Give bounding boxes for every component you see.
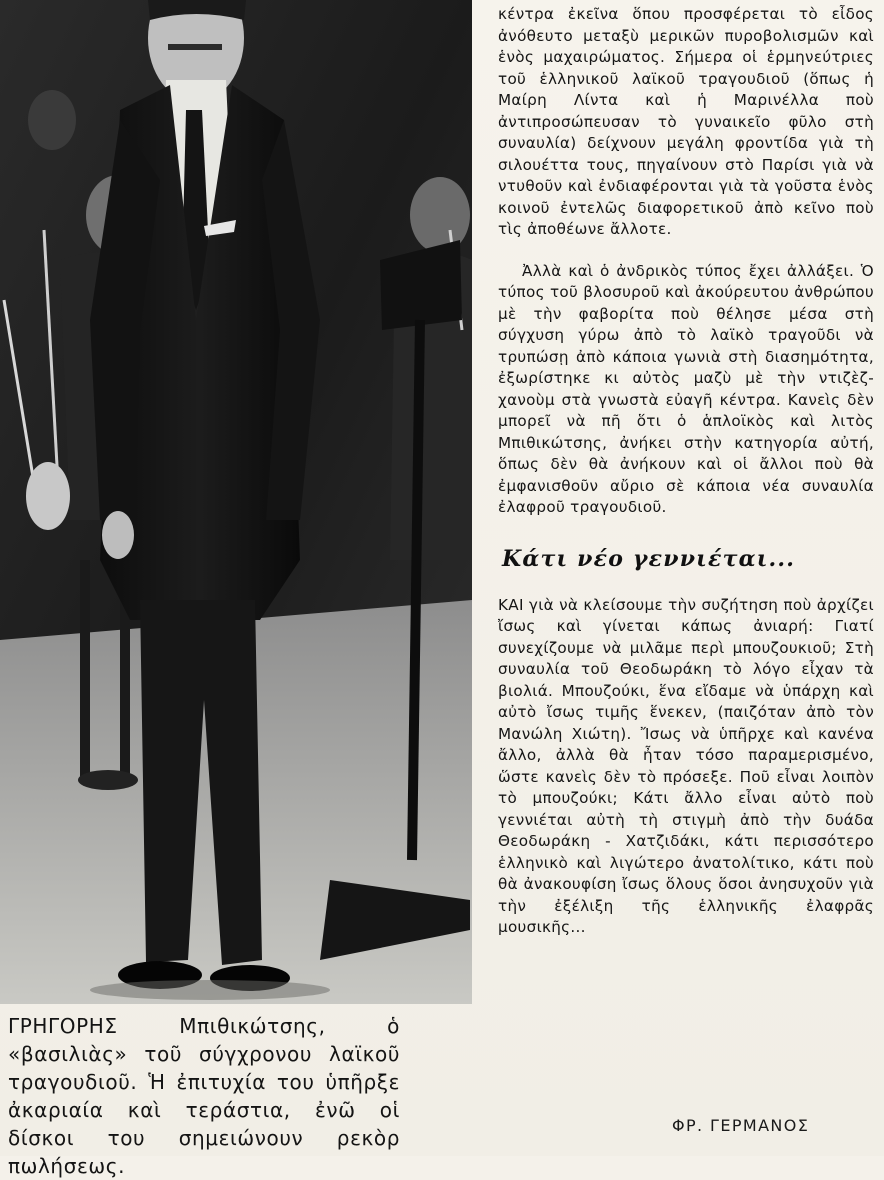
article-paragraph-2: Ἀλλὰ καὶ ὁ ἀνδρικὸς τύπος ἔχει ἀλλάξει. Ὁ τύπος τοῦ βλοσυροῦ καὶ ἀκούρευτου ἀνθρώπου μὲ τὴν φαβορίτα ποὺ θέλησε μέσα στὴ σύγχυση γύρω ἀπὸ τὸ λαϊκὸ τραγοῦδι νὰ τρυπώσῃ ἀπὸ κάποια γωνιὰ στὴ διασημότητα, ἐξωρίστηκε κι αὐτὸς μαζὺ μὲ τὴν ντιζὲζ-χανοὺμ στὰ γνωστὰ εὐαγῆ κέντρα. Κανεὶς δὲν μπορεῖ νὰ πῆ ὅτι ὁ ἁπλοϊκὸς καὶ λιτὸς Μπιθικώτσης, ἀνήκει στὴν κατηγορία αὐτή, ὅπως δὲν θὰ ἀνήκουν καὶ οἱ ἄλλοι ποὺ θὰ ἐμφανισθοῦν αὔριο σὲ κάποια νέα συναυλία ἐλαφροῦ τραγουδιοῦ. <box>498 261 874 516</box>
author-byline: ΦΡ. ΓΕΡΜΑΝΟΣ <box>672 1116 810 1135</box>
article-column <box>498 4 874 939</box>
photo-caption: ΓΡΗΓΟΡΗΣ Μπιθικώτσης, ὁ «βασιλιὰς» τοῦ σύγχρονου λαϊκοῦ τραγουδιοῦ. Ἡ ἐπιτυχία του ὑπῆρξε ἀκαριαία καὶ τεράστια, ἐνῶ οἱ δίσκοι του σημειώνουν ρεκὸρ πωλήσεως. <box>8 1014 400 1178</box>
article-paragraph-3: ΚΑΙ γιὰ νὰ κλείσουμε τὴν συζήτηση ποὺ ἀρχίζει ἴσως καὶ γίνεται κάπως ἀνιαρή: Γιατί συνεχίζουμε νὰ μιλᾶμε περὶ μπουζουκιοῦ; Στὴ συναυλία τοῦ Θεοδωράκη τὸ λόγο εἶχαν τὰ βιολιά. Μπουζούκι, ἕνα εἴδαμε νὰ ὑπάρχη καὶ αὐτὸ ἴσως τιμῆς ἕνεκεν, (παιζόταν ἀπὸ τὸν Μανώλη Χιώτη). Ἴσως νὰ ὑπῆρχε καὶ κανένα ἄλλο, ἀλλὰ θὰ ἦταν τόσο παραμερισμένο, ὥστε κανεὶς δὲν τὸ πρόσεξε. Ποῦ εἶναι λοιπὸν τὸ μπουζούκι; Κάτι ἄλλο εἶναι αὐτὸ ποὺ γεννιέται αὐτὴ τὴ στιγμὴ ἀπὸ τὴν δυάδα Θεοδωράκη - Χατζιδάκι, κάτι περισσότερο ἑλληνικὸ καὶ λιγώτερο ἀνατολίτικο, κάτι ποὺ θὰ ἀνακουφίση ἴσως ὅλους ὅσοι ἀνησυχοῦν γιὰ τὴν ἐξέλιξη τῆς ἑλληνικῆς ἐλαφρᾶς μουσικῆς... <box>498 595 874 936</box>
article-paragraph-1: κέντρα ἐκεῖνα ὅπου προσφέρεται τὸ εἶδος ἀνόθευτο μεταξὺ μερικῶν πυροβολισμῶν καὶ ἑνὸς μαχαιρώματος. Σήμερα οἱ ἑρμηνεύτριες τοῦ ἑλληνικοῦ λαϊκοῦ τραγουδιοῦ (ὅπως ἡ Μαίρη Λίντα καὶ ἡ Μαρινέλλα ποὺ ἀντιπροσώπευσαν τὸ γυναικεῖο φῦλο στὴ συναυλία) δείχνουν μεγάλη φροντίδα γιὰ τὴ σιλουέττα τους, πηγαίνουν στὸ Παρίσι γιὰ νὰ ντυθοῦν καὶ ἐνδιαφέρονται γιὰ τὰ γοῦστα ἑνὸς κοινοῦ ἐντελῶς διαφορετικοῦ ἀπὸ κεῖνο ποὺ τὶς ἀποθέωνε ἄλλοτε. <box>498 5 874 238</box>
section-heading: Κάτι νέο γεννιέται... <box>502 545 796 572</box>
photo-singer <box>0 0 472 1004</box>
photo-illustration <box>0 0 472 1004</box>
